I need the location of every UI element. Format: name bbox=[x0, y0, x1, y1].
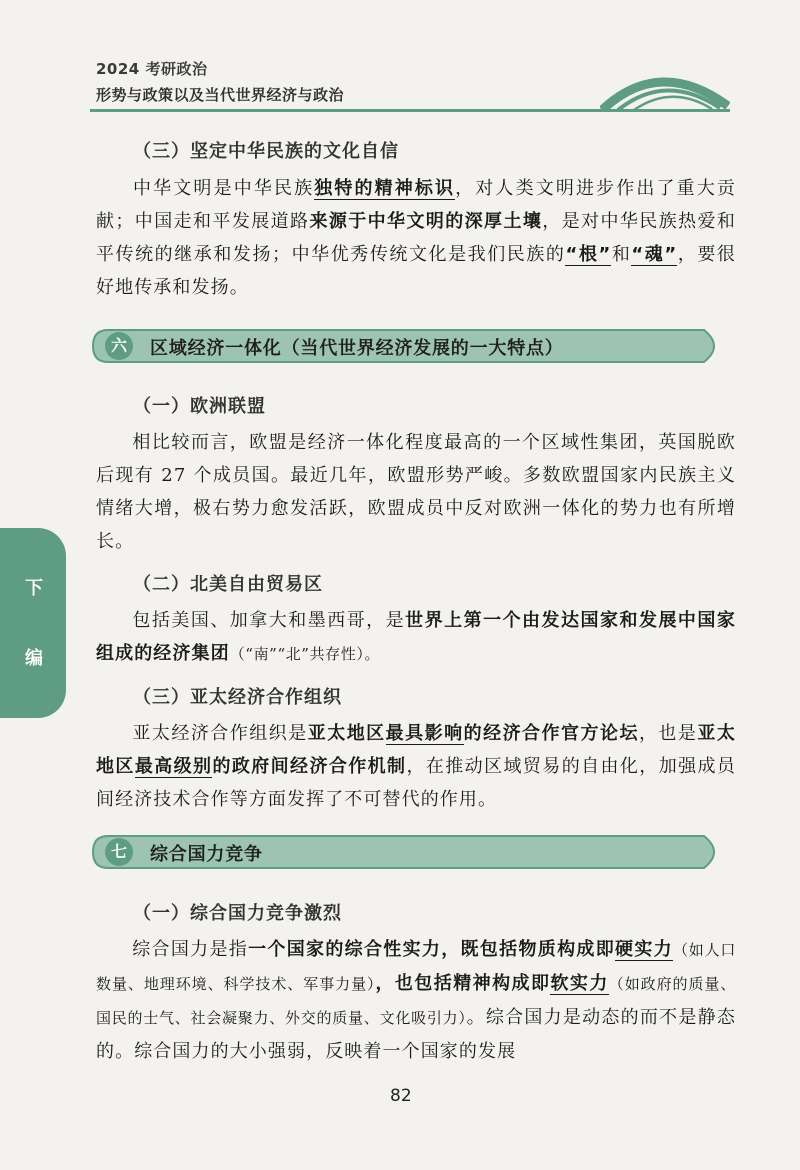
side-tab-char-2: 编 bbox=[25, 648, 43, 669]
banner-title: 综合国力竞争 bbox=[150, 844, 263, 865]
section-heading-apec: （三）亚太经济合作组织 bbox=[133, 687, 342, 708]
banner-title: 区域经济一体化（当代世界经济发展的一大特点） bbox=[150, 338, 564, 359]
section-heading-national-power: （一）综合国力竞争激烈 bbox=[133, 903, 342, 924]
banner-number: 六 bbox=[110, 336, 127, 355]
section-heading-nafta: （二）北美自由贸易区 bbox=[133, 574, 323, 595]
chapter-banner-six bbox=[92, 329, 726, 363]
section-heading-eu: （一）欧洲联盟 bbox=[133, 396, 266, 417]
section-heading-culture: （三）坚定中华民族的文化自信 bbox=[133, 141, 399, 162]
banner-number: 七 bbox=[110, 842, 127, 861]
side-tab-char-1: 下 bbox=[25, 578, 43, 599]
paragraph-national-power: 综合国力是指一个国家的综合性实力，既包括物质构成即硬实力（如人口数量、地理环境、科学技术、军事力量），也包括精神构成即软实力（如政府的质量、国民的士气、社会凝聚力、外交的质量、文化吸引力）。综合国力是动态的而不是静态的。综合国力的大小强弱，反映着一个国家的发展 bbox=[96, 939, 736, 1062]
paragraph-eu: 相比较而言，欧盟是经济一体化程度最高的一个区域性集团，英国脱欧后现有 27 个成员国。最近几年，欧盟形势严峻。多数欧盟国家内民族主义情绪大增，极右势力愈发活跃，欧盟成员中反对欧洲一体化的势力也有所增长。 bbox=[96, 432, 736, 552]
header-arc-decoration bbox=[600, 62, 730, 112]
chapter-banner-seven bbox=[92, 835, 726, 869]
header-title-line2: 形势与政策以及当代世界经济与政治 bbox=[96, 86, 345, 104]
side-tab-part-label bbox=[0, 528, 66, 718]
paragraph-culture: 中华文明是中华民族独特的精神标识，对人类文明进步作出了重大贡献；中国走和平发展道路来源于中华文明的深厚土壤，是对中华民族热爱和平传统的继承和发扬；中华优秀传统文化是我们民族的“根”和“魂”，要很好地传承和发扬。 bbox=[96, 178, 737, 298]
page-number: 82 bbox=[390, 1086, 412, 1106]
header-title-line1: 2024 考研政治 bbox=[96, 60, 208, 78]
paragraph-apec: 亚太经济合作组织是亚太地区最具影响的经济合作官方论坛，也是亚太地区最高级别的政府间经济合作机制，在推动区域贸易的自由化，加强成员间经济技术合作等方面发挥了不可替代的作用。 bbox=[96, 723, 737, 810]
paragraph-nafta: 包括美国、加拿大和墨西哥，是世界上第一个由发达国家和发展中国家组成的经济集团（“南”“北”共存性）。 bbox=[96, 610, 736, 664]
